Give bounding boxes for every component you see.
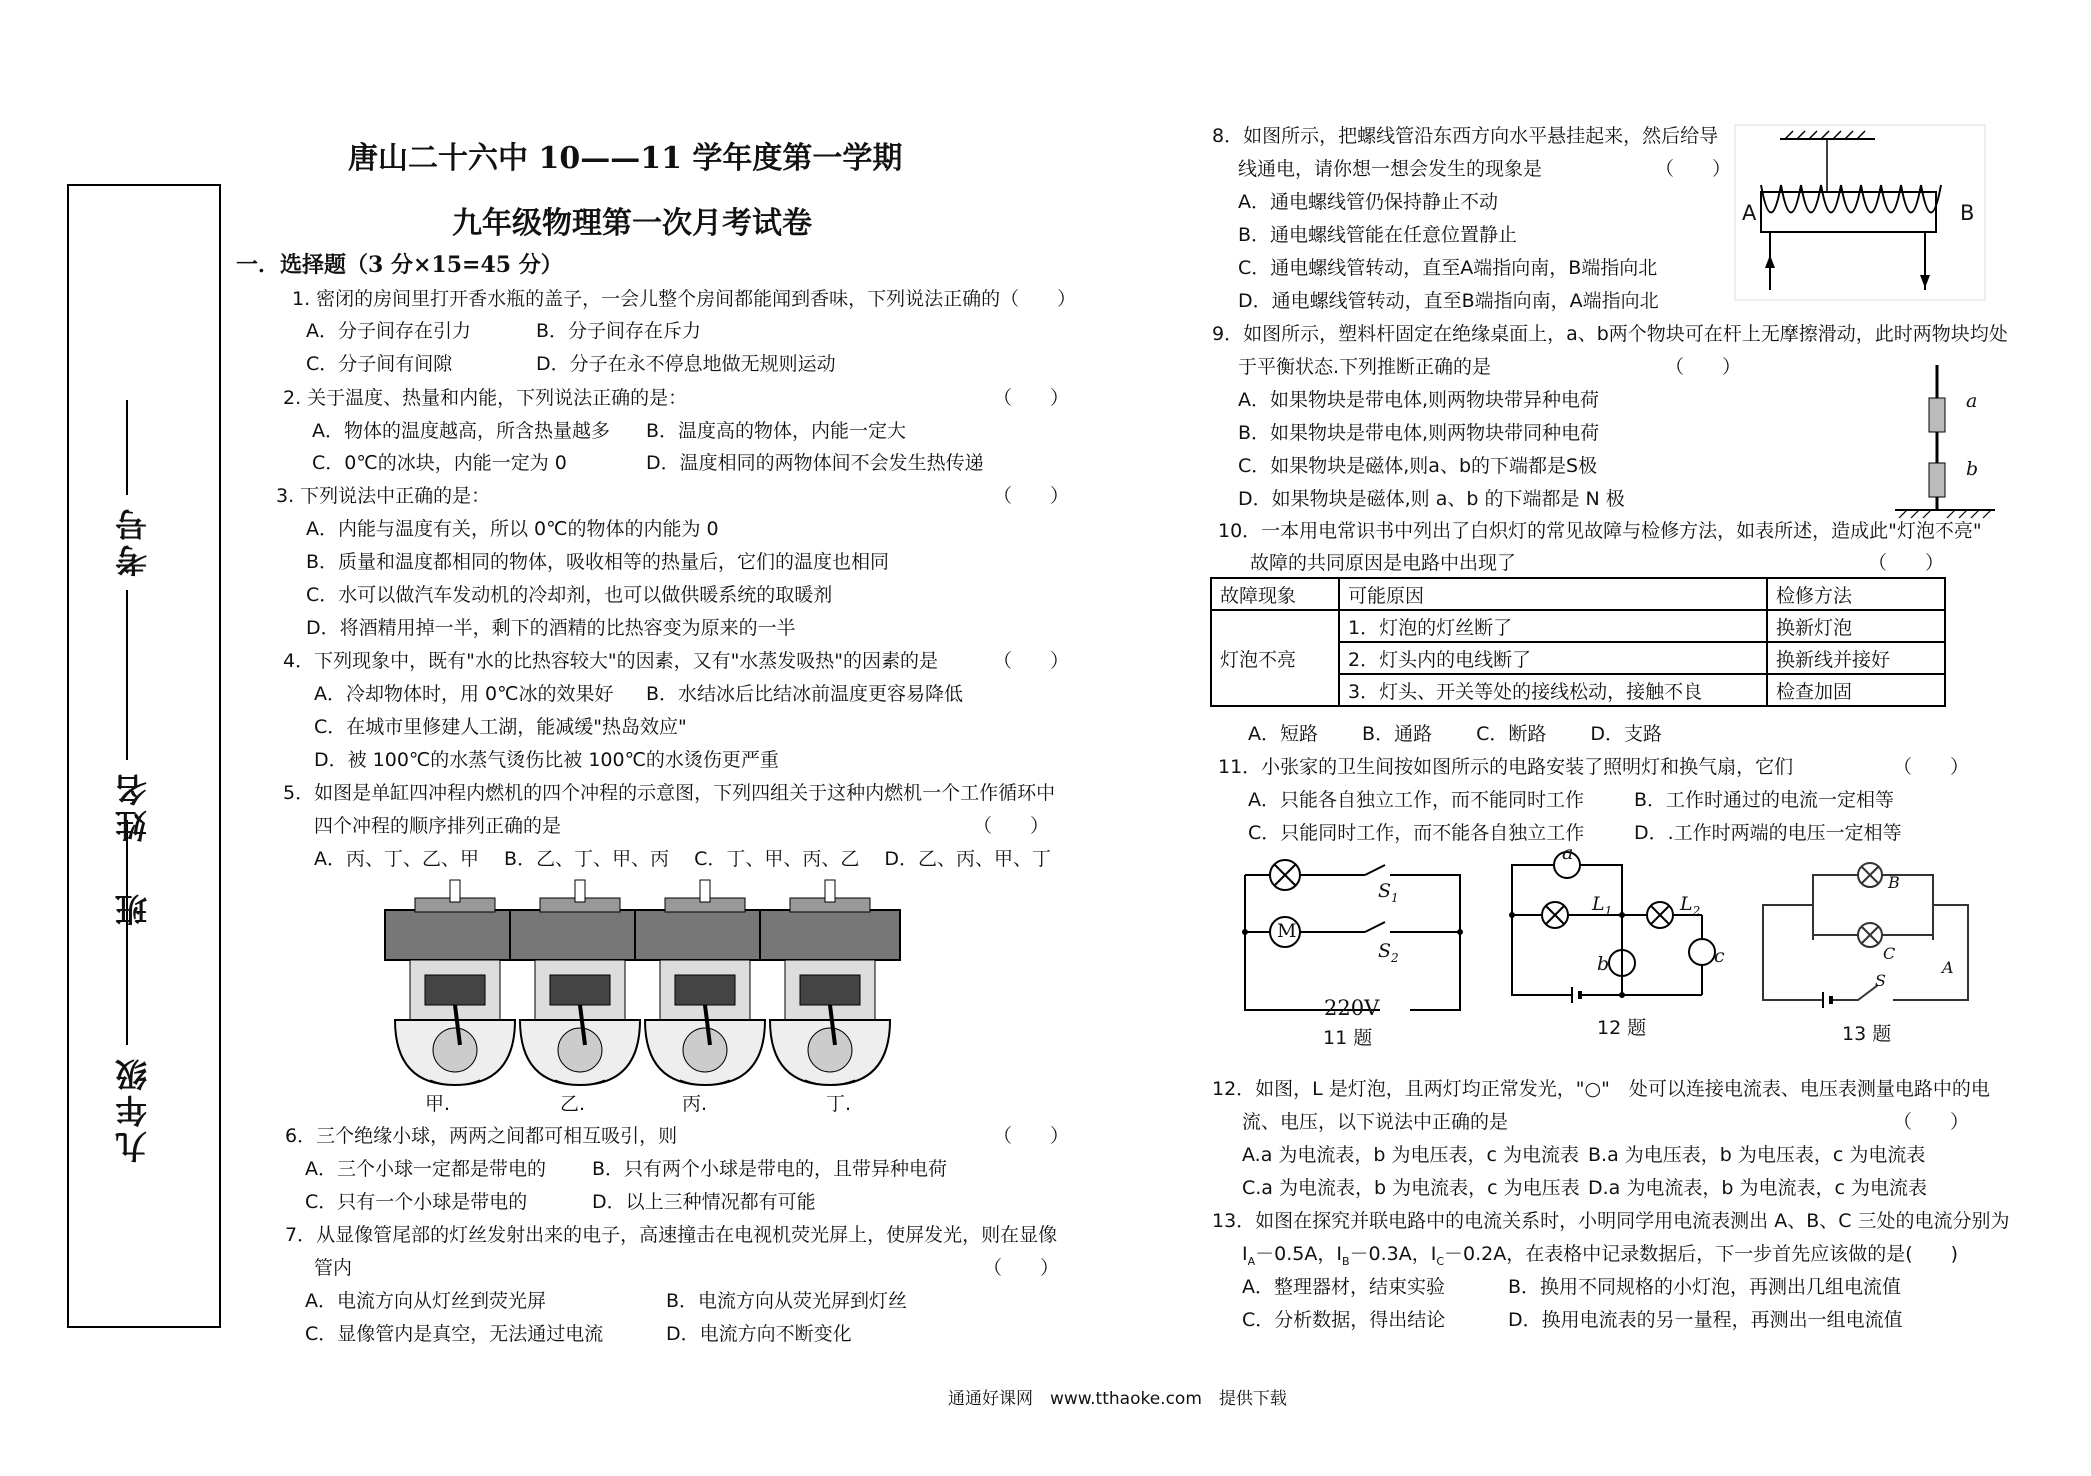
q11-option-a: A．只能各自独立工作，而不能同时工作 bbox=[1248, 789, 1584, 811]
q5-paren: （ ） bbox=[973, 815, 1050, 837]
q8-option-d: D．通电螺线管转动，直至B端指向南，A端指向北 bbox=[1238, 290, 1659, 312]
q13-option-a: A．整理器材，结束实验 bbox=[1242, 1276, 1445, 1298]
name-label: 姓名 bbox=[114, 770, 152, 842]
q7-option-a: A．电流方向从灯丝到荧光屏 bbox=[305, 1290, 546, 1312]
q12-option-d: D.a 为电流表，b 为电流表，c 为电流表 bbox=[1588, 1177, 1927, 1199]
q12-option-a: A.a 为电流表，b 为电压表，c 为电流表 bbox=[1242, 1144, 1579, 1166]
q8-option-c: C．通电螺线管转动，直至A端指向南，B端指向北 bbox=[1238, 257, 1658, 279]
block-b-label: b bbox=[1966, 458, 1979, 480]
q13-option-b: B．换用不同规格的小灯泡，再测出几组电流值 bbox=[1508, 1276, 1902, 1298]
q7-paren: （ ） bbox=[983, 1257, 1060, 1279]
q10-options: A．短路 B．通路 C．断路 D．支路 bbox=[1248, 723, 1663, 745]
fault-table bbox=[1210, 577, 1946, 707]
point-b-label: B bbox=[1888, 873, 1900, 892]
exam-no-blank-line bbox=[126, 400, 128, 495]
meter-a-label: a bbox=[1562, 842, 1574, 864]
q11-paren: （ ） bbox=[1893, 756, 1970, 778]
exam-no-label: 考号 bbox=[114, 505, 152, 577]
solenoid-end-b: B bbox=[1960, 201, 1975, 225]
q3-option-a: A．内能与温度有关，所以 0℃的物体的内能为 0 bbox=[306, 518, 719, 540]
table-cell-phenomenon: 灯泡不亮 bbox=[1211, 610, 1339, 706]
q9-paren: （ ） bbox=[1665, 356, 1742, 378]
q1-option-c: C．分子间有间隙 bbox=[306, 353, 453, 375]
q11-option-d: D．.工作时两端的电压一定相等 bbox=[1634, 822, 1902, 844]
table-header: 故障现象 bbox=[1211, 578, 1339, 610]
q4-stem: 4．下列现象中，既有"水的比热容较大"的因素，又有"水蒸发吸热"的因素的是 bbox=[283, 650, 939, 672]
grade-blank-line bbox=[126, 820, 128, 1045]
q6-option-a: A．三个小球一定都是带电的 bbox=[305, 1158, 546, 1180]
rod-blocks-figure bbox=[1895, 360, 2000, 530]
class-label: 班 bbox=[114, 890, 152, 926]
exam-subtitle: 九年级物理第一次月考试卷 bbox=[452, 206, 812, 241]
meter-b-label: b bbox=[1597, 953, 1610, 975]
q2-option-c: C．0℃的冰块，内能一定为 0 bbox=[312, 452, 567, 474]
q2-option-d: D．温度相同的两物体间不会发生热传递 bbox=[646, 452, 984, 474]
q1-option-a: A．分子间存在引力 bbox=[306, 320, 471, 342]
q12-paren: （ ） bbox=[1893, 1111, 1970, 1133]
page-footer: 通通好课网 www.tthaoke.com 提供下载 bbox=[948, 1389, 1287, 1409]
table-cell: 换新灯泡 bbox=[1767, 610, 1945, 642]
q7-option-c: C．显像管内是真空，无法通过电流 bbox=[305, 1323, 604, 1345]
engine-label-yi: 乙. bbox=[560, 1093, 586, 1115]
q9-stem-cont: 于平衡状态.下列推断正确的是 bbox=[1238, 356, 1492, 378]
q10-paren: （ ） bbox=[1868, 552, 1945, 574]
q6-option-c: C．只有一个小球是带电的 bbox=[305, 1191, 528, 1213]
solenoid-end-a: A bbox=[1742, 201, 1757, 225]
q4-option-d: D．被 100℃的水蒸气烫伤比被 100℃的水烫伤更严重 bbox=[314, 749, 779, 771]
q13-stem-cont: $I_A-0.5A$，$I_B-0.3A$，$I_C-0.2A$，在表格中记录数据后，下一步首先应该做的是( ) bbox=[1242, 1243, 1959, 1268]
q6-stem: 6．三个绝缘小球，两两之间都可相互吸引，则 bbox=[285, 1125, 678, 1147]
table-row bbox=[1211, 610, 1945, 642]
grade-label: 九年级 bbox=[114, 1055, 152, 1163]
q9-option-b: B．如果物块是带电体,则两物块带同种电荷 bbox=[1238, 422, 1600, 444]
q12-stem: 12．如图，L 是灯泡，且两灯均正常发光，"○" 处可以连接电流表、电压表测量电路中的电 bbox=[1212, 1078, 1990, 1100]
q10-stem: 10．一本用电常识书中列出了白炽灯的常见故障与检修方法，如表所述，造成此"灯泡不亮" bbox=[1218, 520, 1982, 542]
engine-strokes-figure bbox=[380, 880, 1060, 1110]
q3-paren: （ ） bbox=[993, 485, 1070, 507]
section-heading: 一．选择题（3 分×15=45 分） bbox=[236, 252, 563, 278]
q5-stem: 5．如图是单缸四冲程内燃机的四个冲程的示意图，下列四组关于这种内燃机一个工作循环中 bbox=[283, 782, 1056, 804]
table-header-row bbox=[1211, 578, 1945, 610]
q2-option-a: A．物体的温度越高，所含热量越多 bbox=[312, 420, 610, 442]
point-c-label: C bbox=[1883, 944, 1896, 963]
solenoid-figure bbox=[1735, 125, 1985, 300]
lamp-l2-label: $L_2$ bbox=[1680, 893, 1701, 918]
q4-option-c: C．在城市里修建人工湖，能减缓"热岛效应" bbox=[314, 716, 687, 738]
circuit-12-figure bbox=[1512, 855, 1712, 1015]
q4-option-a: A．冷却物体时，用 0℃冰的效果好 bbox=[314, 683, 614, 705]
circuit-13-caption: 13 题 bbox=[1842, 1023, 1892, 1045]
name-blank-line bbox=[126, 590, 128, 760]
q6-option-d: D．以上三种情况都有可能 bbox=[592, 1191, 816, 1213]
q10-stem-cont: 故障的共同原因是电路中出现了 bbox=[1250, 552, 1517, 574]
exam-title: 唐山二十六中 10——11 学年度第一学期 bbox=[348, 141, 903, 176]
q4-option-b: B．水结冰后比结冰前温度更容易降低 bbox=[646, 683, 964, 705]
q6-paren: （ ） bbox=[993, 1125, 1070, 1147]
table-cell: 检查加固 bbox=[1767, 674, 1945, 706]
q9-stem: 9．如图所示，塑料杆固定在绝缘桌面上，a、b两个物块可在杆上无摩擦滑动，此时两物块均处 bbox=[1212, 323, 2008, 345]
q7-option-b: B．电流方向从荧光屏到灯丝 bbox=[666, 1290, 908, 1312]
q13-option-d: D．换用电流表的另一量程，再测出一组电流值 bbox=[1508, 1309, 1903, 1331]
q1-stem: 1. 密闭的房间里打开香水瓶的盖子，一会儿整个房间都能闻到香味，下列说法正确的（ ） bbox=[292, 288, 1077, 310]
q1-option-d: D．分子在永不停息地做无规则运动 bbox=[536, 353, 836, 375]
q12-option-c: C.a 为电流表，b 为电流表，c 为电压表 bbox=[1242, 1177, 1580, 1199]
q1-option-b: B．分子间存在斥力 bbox=[536, 320, 702, 342]
q7-stem-cont: 管内 bbox=[314, 1257, 353, 1279]
table-cell: 3．灯头、开关等处的接线松动，接触不良 bbox=[1339, 674, 1767, 706]
q3-stem: 3. 下列说法中正确的是： bbox=[276, 485, 491, 507]
q9-option-d: D．如果物块是磁体,则 a、b 的下端都是 N 极 bbox=[1238, 488, 1625, 510]
q12-stem-cont: 流、电压，以下说法中正确的是 bbox=[1242, 1111, 1509, 1133]
table-cell: 换新线并接好 bbox=[1767, 642, 1945, 674]
q3-option-c: C．水可以做汽车发动机的冷却剂，也可以做供暖系统的取暖剂 bbox=[306, 584, 833, 606]
q7-stem: 7．从显像管尾部的灯丝发射出来的电子，高速撞击在电视机荧光屏上，使屏发光，则在显像 bbox=[285, 1224, 1058, 1246]
meter-c-label: c bbox=[1714, 945, 1725, 967]
switch-s-label: S bbox=[1875, 971, 1886, 990]
q11-stem: 11．小张家的卫生间按如图所示的电路安装了照明灯和换气扇，它们 bbox=[1218, 756, 1794, 778]
q8-option-b: B．通电螺线管能在任意位置静止 bbox=[1238, 224, 1518, 246]
q8-stem: 8．如图所示，把螺线管沿东西方向水平悬挂起来，然后给导 bbox=[1212, 125, 1719, 147]
q8-paren: （ ） bbox=[1655, 158, 1732, 180]
q13-stem: 13．如图在探究并联电路中的电流关系时，小明同学用电流表测出 A、B、C 三处的电流分别为 bbox=[1212, 1210, 2010, 1232]
q7-option-d: D．电流方向不断变化 bbox=[666, 1323, 852, 1345]
circuit-11-caption: 11 题 bbox=[1323, 1027, 1373, 1049]
q2-paren: （ ） bbox=[993, 387, 1070, 409]
q5-stem-cont: 四个冲程的顺序排列正确的是 bbox=[314, 815, 562, 837]
q5-options: A．丙、丁、乙、甲 B．乙、丁、甲、丙 C．丁、甲、丙、乙 D．乙、丙、甲、丁 bbox=[314, 848, 1052, 870]
table-cell: 1．灯泡的灯丝断了 bbox=[1339, 610, 1767, 642]
lamp-l1-label: $L_1$ bbox=[1592, 893, 1613, 918]
table-header: 可能原因 bbox=[1339, 578, 1767, 610]
table-cell: 2．灯头内的电线断了 bbox=[1339, 642, 1767, 674]
block-a-label: a bbox=[1966, 390, 1978, 412]
circuit-13-figure bbox=[1758, 860, 1978, 1020]
q11-option-b: B．工作时通过的电流一定相等 bbox=[1634, 789, 1895, 811]
switch-s1-label: $S_1$ bbox=[1378, 880, 1399, 905]
engine-label-bing: 丙. bbox=[682, 1093, 708, 1115]
q13-option-c: C．分析数据，得出结论 bbox=[1242, 1309, 1446, 1331]
q6-option-b: B．只有两个小球是带电的，且带异种电荷 bbox=[592, 1158, 948, 1180]
q3-option-b: B．质量和温度都相同的物体，吸收相等的热量后，它们的温度也相同 bbox=[306, 551, 890, 573]
q9-option-c: C．如果物块是磁体,则a、b的下端都是S极 bbox=[1238, 455, 1598, 477]
q2-stem: 2. 关于温度、热量和内能，下列说法正确的是： bbox=[283, 387, 688, 409]
table-header: 检修方法 bbox=[1767, 578, 1945, 610]
q11-option-c: C．只能同时工作，而不能各自独立工作 bbox=[1248, 822, 1585, 844]
q8-option-a: A．通电螺线管仍保持静止不动 bbox=[1238, 191, 1498, 213]
circuit-12-caption: 12 题 bbox=[1597, 1017, 1647, 1039]
q2-option-b: B．温度高的物体，内能一定大 bbox=[646, 420, 907, 442]
q4-paren: （ ） bbox=[993, 650, 1070, 672]
engine-label-ding: 丁. bbox=[826, 1093, 852, 1115]
engine-label-jia: 甲. bbox=[425, 1093, 451, 1115]
voltage-label: 220V bbox=[1324, 996, 1380, 1020]
switch-s2-label: $S_2$ bbox=[1378, 940, 1399, 965]
q3-option-d: D．将酒精用掉一半，剩下的酒精的比热容变为原来的一半 bbox=[306, 617, 796, 639]
point-a-label: A bbox=[1942, 958, 1954, 977]
q9-option-a: A．如果物块是带电体,则两物块带异种电荷 bbox=[1238, 389, 1600, 411]
q8-stem-cont: 线通电，请你想一想会发生的现象是 bbox=[1238, 158, 1543, 180]
q12-option-b: B.a 为电压表，b 为电压表，c 为电流表 bbox=[1588, 1144, 1926, 1166]
motor-label: M bbox=[1277, 920, 1297, 942]
